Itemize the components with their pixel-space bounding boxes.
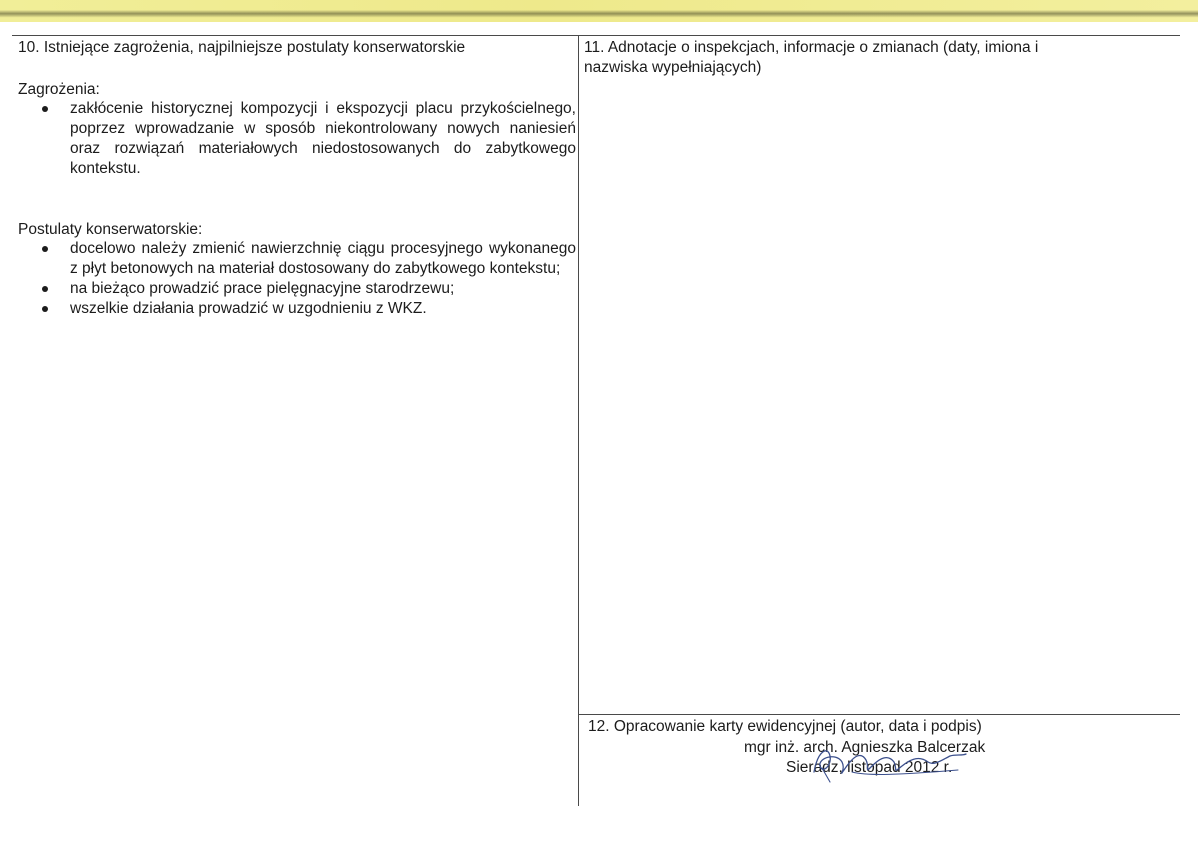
postulates-list (42, 239, 576, 319)
table-top-rule (12, 35, 1180, 36)
section-12-heading: 12. Opracowanie karty ewidencyjnej (autor, data i podpis) (588, 718, 982, 735)
section-12-top-rule (578, 714, 1180, 715)
threats-label: Zagrożenia: (18, 81, 100, 98)
postulate-item-text: docelowo należy zmienić nawierzchnię ciągu procesyjnego wykonanego z płyt betonowych na materiał dostosowany do zabytkowego kontekstu; (70, 240, 576, 277)
postulate-item (42, 279, 576, 299)
threat-item (42, 99, 576, 179)
postulate-item-text: na bieżąco prowadzić prace pielęgnacyjne starodrzewu; (70, 280, 455, 297)
bullet-icon (42, 286, 48, 292)
threat-item-text: zakłócenie historycznej kompozycji i ekspozycji placu przykościelnego, poprzez wprowadzanie w sposób niekontrolowany nowych naniesień oraz rozwiązań materiałowych niedostosowanych do zabytkowego kontekstu. (70, 100, 576, 177)
section-10-heading: 10. Istniejące zagrożenia, najpilniejsze postulaty konserwatorskie (18, 39, 466, 56)
bullet-icon (42, 246, 48, 252)
threats-list (42, 99, 576, 179)
handwritten-signature (808, 742, 968, 784)
postulate-item (42, 239, 576, 279)
postulates-label: Postulaty konserwatorskie: (18, 221, 203, 238)
author-name: mgr inż. arch. Agnieszka Balcerzak (744, 739, 986, 756)
postulate-item-text: wszelkie działania prowadzić w uzgodnieniu z WKZ. (70, 300, 427, 317)
bullet-icon (42, 106, 48, 112)
column-divider (578, 35, 579, 806)
place-and-date: Sieradz, listopad 2012 r. (786, 759, 953, 776)
section-11-heading-line1: 11. Adnotacje o inspekcjach, informacje o zmianach (daty, imiona i (584, 39, 1039, 56)
scan-top-edge (0, 0, 1198, 22)
postulate-item (42, 299, 576, 319)
section-11-heading-line2: nazwiska wypełniających) (584, 59, 762, 76)
bullet-icon (42, 306, 48, 312)
